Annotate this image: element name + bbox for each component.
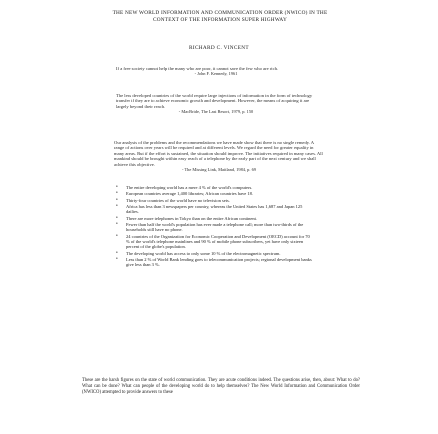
bullet-icon: • xyxy=(116,185,118,190)
list-item: • European countries average 1,400 libraries; African countries have 18. xyxy=(116,191,253,197)
quote-text: Our analysis of the problems and the recommendations we have made show that there is no single remedy. A range of actions over years will be required and at different levels. We regard the need for greater equality in many areas. But if the effort is sustained, the situation should improve. The initiatives required in many cases. All mankind should be brought within easy reach of a telephone by the early part of the next century and we shall achieve this objective. xyxy=(114,140,323,167)
list-item: • Africa has less than 3 newspapers per country, whereas the United States has 1,687 and Japan 125 dailies. xyxy=(116,204,303,215)
quote-text: If a free society cannot help the many who are poor, it cannot save the few who are rich. xyxy=(116,66,279,71)
list-item: • The entire developing world has a mere 4 % of the world's computers. xyxy=(116,185,253,190)
statistics-list xyxy=(116,185,312,269)
bullet-icon: • xyxy=(116,233,118,239)
epigraph-quote xyxy=(116,93,316,115)
quote-attribution: - MacBride, The Last Resort, 1979, p. 150 xyxy=(178,109,254,115)
epigraph-quote xyxy=(114,140,324,172)
bullet-icon: • xyxy=(116,250,118,256)
bullet-icon: • xyxy=(116,204,118,210)
list-item: • There are more telephones in Tokyo than on the entire African continent. xyxy=(116,215,258,221)
list-item: • Fewer than half the world's population has ever made a telephone call; more than two-thirds of the households still have no phone. xyxy=(116,222,304,233)
bullet-icon: • xyxy=(116,256,118,262)
title-line-1: THE NEW WORLD INFORMATION AND COMMUNICATION ORDER (NWICO) IN THE xyxy=(112,10,328,16)
list-item: • 24 countries of the Organization for Economic Cooperation and Development (OECD) account for 70 % of the world's telephone mainlines and 90 % of mobile phone subscribers, yet have only sixteen percent of the globe's population. xyxy=(116,233,310,250)
list-item: • Less than 2 % of World Bank lending goes to telecommunication projects; regional development banks give less than 3 %. xyxy=(116,256,312,268)
quote-attribution: - John F. Kennedy, 1961 xyxy=(194,71,238,77)
body-paragraph: These are the harsh figures on the state of world communication. They are acute conditions indeed. The questions arise, then, about: What to do? What can be done? What can people of the developing world do to help themselves? The New World Information and Communication Order (NWICO) attempted to provide answers to these xyxy=(82,378,360,396)
bullet-icon: • xyxy=(116,197,118,203)
author-name: RICHARD C. VINCENT xyxy=(189,45,249,51)
bullet-icon: • xyxy=(116,222,118,228)
epigraph-quote xyxy=(116,66,316,77)
quote-text: The less developed countries of the world require large injections of information in the form of technology transfer if they are to achieve economic growth and development. However, the means of acquiring it are largely beyond their reach. xyxy=(116,93,313,109)
bullet-icon: • xyxy=(116,191,118,197)
list-item: • Thirty-four countries of the world have no television sets. xyxy=(116,197,230,203)
list-item: • The developing world has access to only some 10 % of the electromagnetic spectrum. xyxy=(116,250,281,256)
title-line-2: CONTEXT OF THE INFORMATION SUPER HIGHWAY xyxy=(152,17,287,23)
document-title xyxy=(40,10,400,24)
quote-attribution: - The Missing Link, Maitland, 1984, p. 69 xyxy=(182,167,256,173)
bullet-icon: • xyxy=(116,215,118,221)
